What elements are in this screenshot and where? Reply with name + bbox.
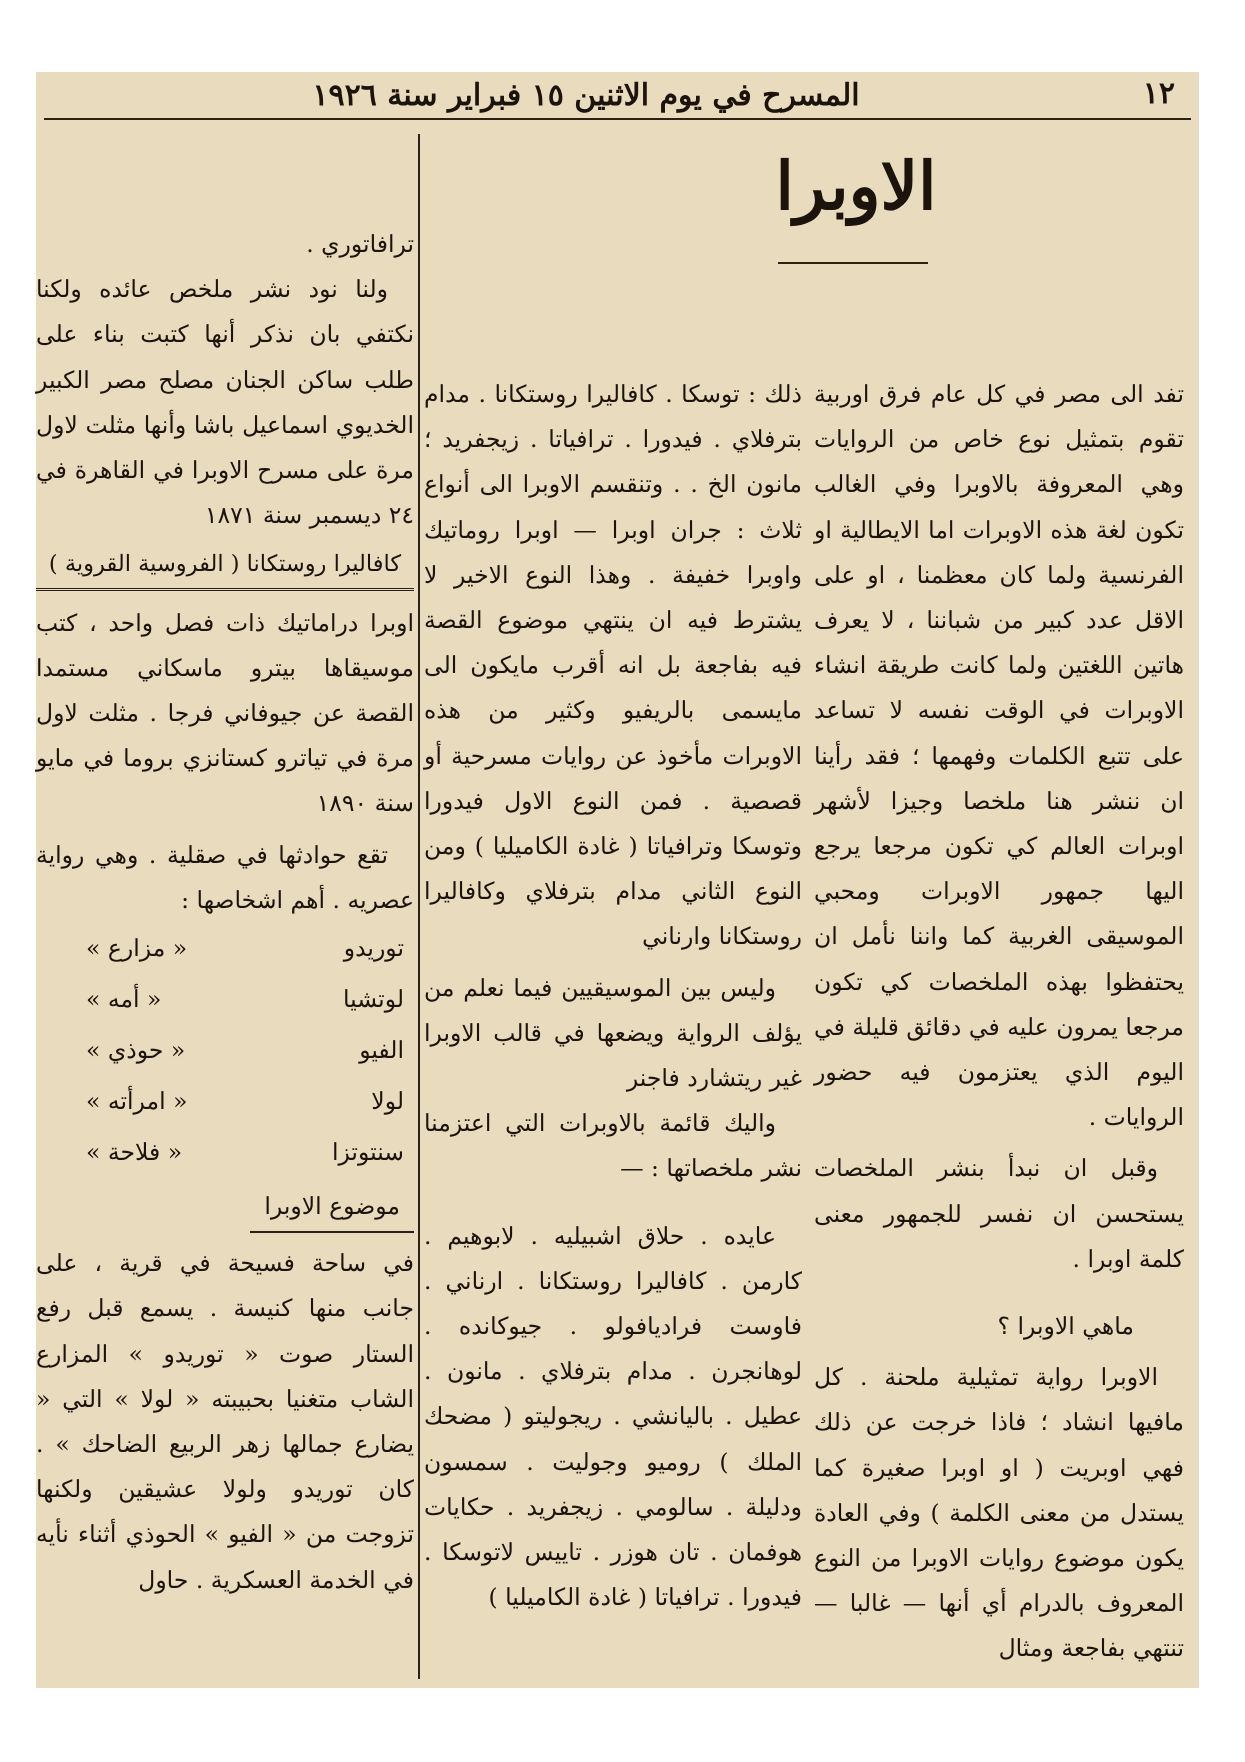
column-divider <box>418 134 420 1679</box>
paragraph: وقبل ان نبدأ بنشر الملخصات يستحسن ان نفسر للجمهور معنى كلمة اوبرا . <box>814 1154 1184 1273</box>
cast-row <box>36 1076 414 1127</box>
intro-paragraph: تفد الى مصر في كل عام فرق اوربية تقوم بتمثيل نوع خاص من الروايات وهي المعروفة بالاوبرا وفي الغالب تكون لغة هذه الاوبرات اما الايطالية او الفرنسية ولما كان معظمنا ، او على الاقل عدد كبير من شباننا ، لا يعرف هاتين اللغتين ولما كانت طريقة انشاء الاوبرات في الوقت نفسه لا تساعد على تتبع الكلمات وفهمها ؛ فقد رأينا ان ننشر هنا ملخصا وجيزا لأشهر اوبرات العالم كي تكون مرجعا يرجع اليها جمهور الاوبرات ومحبي الموسيقى الغربية كما واننا نأمل ان يحتفظوا بهذه الملخصات كي تكون مرجعا يمرون عليه في دقائق قليلة في اليوم الذي يعتزمون فيه حضور الروايات . <box>814 380 1184 1132</box>
paragraph: ذلك : توسكا . كافاليرا روستكانا . مدام بترفلاي . فيدورا . ترافياتا . زيجفريد ؛ مانون الخ . . وتنقسم الاوبرا الى أنواع ثلاث : جران اوبرا — اوبرا روماتيك واوبرا خفيفة . وهذا النوع الاخير لا يشترط فيه ان ينتهي موضوع القصة فيه بفاجعة بل انه أقرب مايكون الى مايسمى بالريفيو وكثير من هذه الاوبرات مأخوذ عن روايات مسرحية أو قصصية . فمن النوع الاول فيدورا وتوسكا وترافياتا ( غادة الكاميليا ) ومن النوع الثاني مدام بترفلاي وكافاليرا روستكانا وارناني <box>424 380 802 951</box>
cast-name: الفيو <box>359 1035 404 1064</box>
running-header: المسرح في يوم الاثنين ١٥ فبراير سنة ١٩٢٦ <box>312 78 860 113</box>
cast-role: « امرأته » <box>86 1086 188 1115</box>
title-underline <box>778 262 928 264</box>
cast-role: « أمه » <box>86 984 162 1013</box>
paragraph: ترافاتوري . <box>306 230 414 258</box>
paragraph: اوبرا دراماتيك ذات فصل واحد ، كتب موسيقاها بيترو ماسكاني مستمدا القصة عن جيوفاني فرجا . مثلت لاول مرة في تياترو كستانزي بروما في مايو سنة ١٨٩٠ <box>36 608 414 818</box>
plot-heading: موضوع الاوبرا <box>250 1184 414 1233</box>
cast-role: « فلاحة » <box>86 1137 183 1166</box>
cast-role: « حوذي » <box>86 1035 186 1064</box>
paragraph: تقع حوادثها في صقلية . وهي رواية عصريه . أهم اشخاصها : <box>36 840 414 914</box>
column-1 <box>814 372 1184 1672</box>
cast-name: توريدو <box>343 933 404 962</box>
cast-role: « مزارع » <box>86 933 188 962</box>
page-number: ١٢ <box>1142 76 1175 111</box>
cast-row <box>36 1127 414 1178</box>
cast-row <box>36 1025 414 1076</box>
column-3 <box>36 222 414 1603</box>
subheading-what-is-opera: ماهي الاوبرا ؟ <box>997 1312 1134 1341</box>
paragraph: وليس بين الموسيقيين فيما نعلم من يؤلف الرواية ويضعها في قالب الاوبرا غير ريتشارد فاجنر <box>424 973 802 1093</box>
plot-paragraph: في ساحة فسيحة في قرية ، على جانب منها كنيسة . يسمع قبل رفع الستار صوت « توريدو » المزارع الشاب متغنيا بحبيبته « لولا » التي « يضارع جمالها زهر الربيع الضاحك » . كان توريدو ولولا عشيقين ولكنها تزوجت من « الفيو » الحوذي أثناء نأيه في الخدمة العسكرية . حاول <box>36 1249 414 1594</box>
newspaper-page <box>36 72 1199 1688</box>
article-title: الاوبرا <box>775 147 937 225</box>
cast-list <box>36 923 414 1178</box>
cast-row <box>36 923 414 974</box>
section-heading: كافاليرا روستكانا ( الفروسية القروية ) <box>36 542 414 590</box>
cast-row <box>36 974 414 1025</box>
paragraph: الاوبرا رواية تمثيلية ملحنة . كل مافيها انشاد ؛ فاذا خرجت عن ذلك فهي اوبريت ( او اوبرا صغيرة كما يستدل من معنى الكلمة ) وفي العادة يكون موضوع روايات الاوبرا من النوع المعروف بالدرام أي أنها — غالبا — تنتهي بفاجعة ومثال <box>814 1363 1184 1663</box>
cast-name: لولا <box>371 1086 404 1115</box>
opera-list: عايده . حلاق اشبيليه . لابوهيم . كارمن . كافاليرا روستكانا . ارناني . فاوست فراديافولو . جيوكانده . لوهانجرن . مدام بترفلاي . مانون . عطيل . باليانشي . ريجوليتو ( مضحك الملك ) روميو وجوليت . سمسون ودليلة . سالومي . زيجفريد . حكايات هوفمان . تان هوزر . تاييس لاتوسكا . فيدورا . ترافياتا ( غادة الكاميليا ) <box>424 1221 802 1612</box>
paragraph: ولنا نود نشر ملخص عائده ولكنا نكتفي بان نذكر أنها كتبت بناء على طلب ساكن الجنان مصلح مصر الكبير الخديوي اسماعيل باشا وأنها مثلت لاول مرة على مسرح الاوبرا في القاهرة في ٢٤ ديسمبر سنة ١٨٧١ <box>36 275 414 530</box>
paragraph: واليك قائمة بالاوبرات التي اعتزمنا نشر ملخصاتها : — <box>424 1109 802 1183</box>
cast-name: لوتشيا <box>342 984 404 1013</box>
column-2 <box>424 372 802 1620</box>
header-rule <box>44 118 1191 120</box>
cast-name: سنتوتزا <box>331 1137 404 1166</box>
